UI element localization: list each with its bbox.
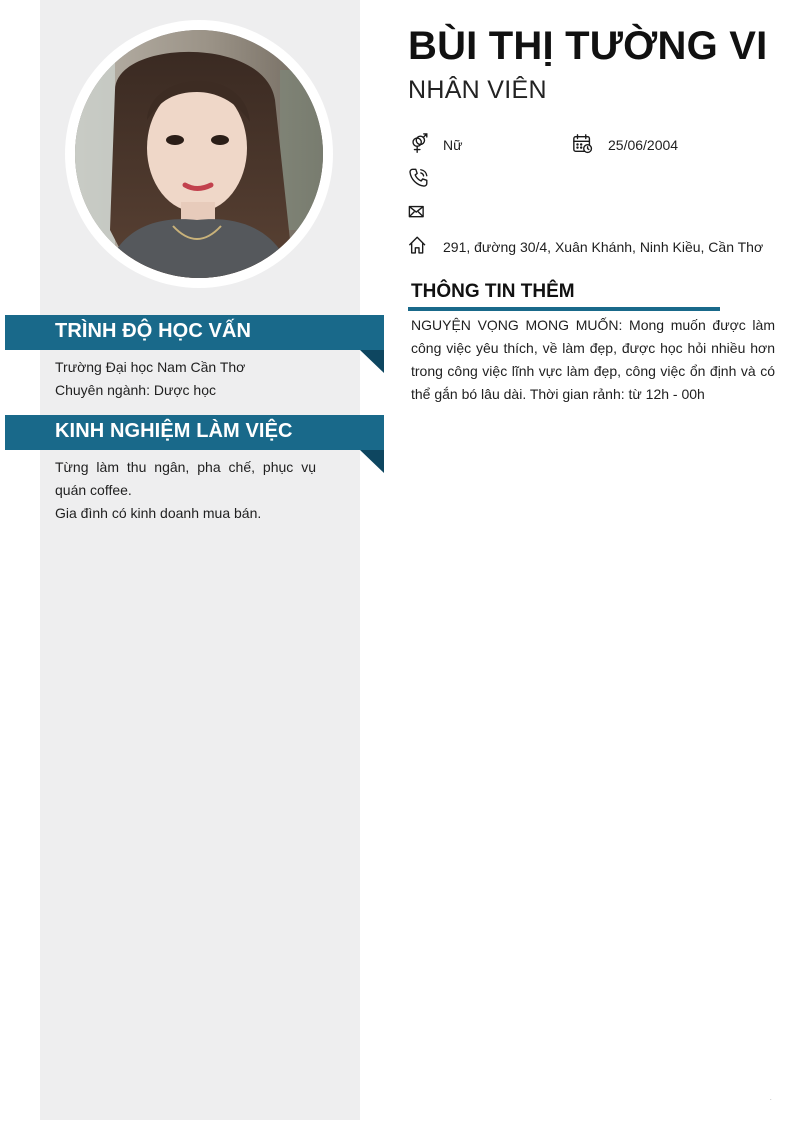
experience-header [5,415,384,450]
birthday-value: 25/06/2004 [608,137,679,153]
experience-title: KINH NGHIỆM LÀM VIỆC [55,420,293,442]
additional-info-title: THÔNG TIN THÊM [411,281,575,302]
experience-ribbon-fold [360,450,384,473]
gender-icon [408,133,430,155]
page-mark: . [770,1096,772,1102]
education-major: Chuyên ngành: Dược học [55,382,216,398]
experience-line-1: Từng làm thu ngân, pha chế, phục vụ quán coffee. [55,459,316,498]
additional-info-text: NGUYỆN VỌNG MONG MUỐN: Mong muốn được làm công việc yêu thích, về làm đẹp, được học hỏi nhiều hơn trong công việc lĩnh vực làm đẹp, công việc ổn định và có thể gắn bó lâu dài. Thời gian rảnh: từ 12h - 00h [411,317,775,402]
calendar-icon [572,133,594,155]
additional-info-divider [408,307,720,311]
education-title: TRÌNH ĐỘ HỌC VẤN [55,320,252,342]
home-icon [408,235,430,257]
experience-line-2: Gia đình có kinh doanh mua bán. [55,505,262,521]
mail-icon [408,202,430,224]
gender-value: Nữ [443,137,463,153]
avatar [75,30,323,278]
education-header [5,315,384,350]
phone-icon [408,167,430,189]
education-ribbon-fold [360,350,384,373]
job-position: NHÂN VIÊN [408,76,547,104]
education-school: Trường Đại học Nam Cần Thơ [55,359,246,375]
address-value: 291, đường 30/4, Xuân Khánh, Ninh Kiều, Cần Thơ [443,239,764,255]
education-content [55,356,316,402]
experience-content [55,456,316,525]
full-name: BÙI THỊ TƯỜNG VI [408,24,768,68]
